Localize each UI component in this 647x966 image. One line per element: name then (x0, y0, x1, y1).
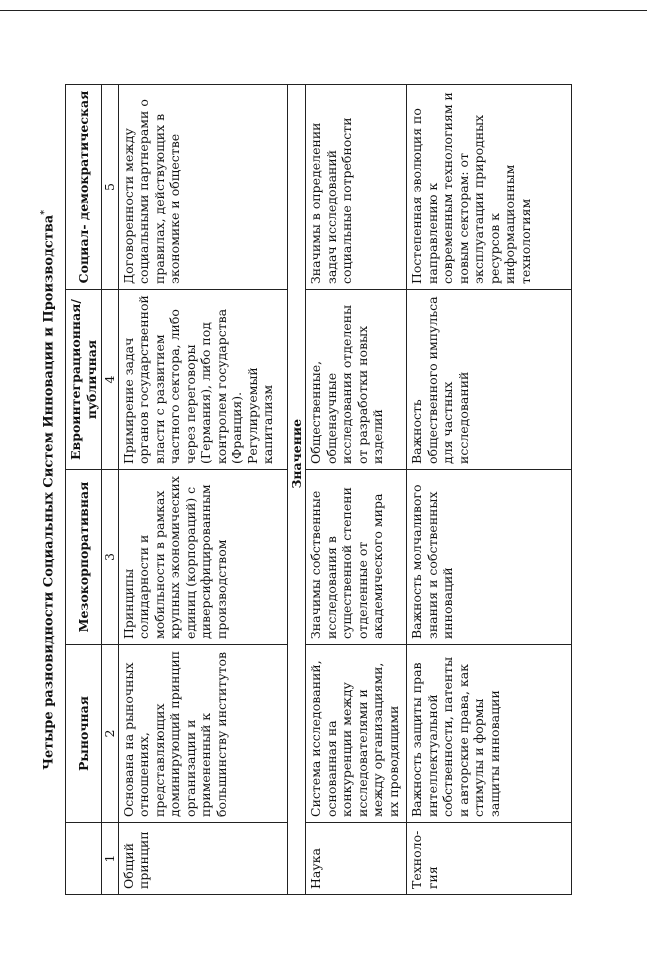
table-cell: Система исследований, основанная на конкуренции между исследователями и между организациями, их проводящими (306, 645, 407, 823)
column-number: 5 (102, 85, 119, 290)
header-eurointegration-public: Евроинтеграционная/ публичная (66, 290, 102, 470)
table-caption (35, 85, 59, 895)
table-cell: Важность общественного импульса для частных исследований (407, 290, 572, 470)
column-number: 1 (102, 823, 119, 895)
rotated-table-page (35, 85, 635, 895)
table-cell: Принципы солидарности и мобильности в рамках крупных экономических единиц (корпораций) с диверсифицированным производством (118, 470, 287, 645)
innovation-systems-table (65, 84, 572, 895)
table-row-technology (407, 85, 572, 895)
section-title: Значение (287, 85, 306, 823)
table-cell: Постепенная эволюция по направлению к современным технологиям и новым секторам: от эксплуатации природных ресурсов к информационным технологиям (407, 85, 572, 290)
header-mesocorporate: Мезокорпоративная (66, 470, 102, 645)
table-cell: Договоренности между социальными партнерами о правилах, действующих в экономике и обществе (118, 85, 287, 290)
table-cell: Основана на рыночных отношениях, представляющих доминирующий принцип организации и примененный к большинству институтов (118, 645, 287, 823)
caption-text: Четыре разновидности Социальных Систем Инновации и Производства (41, 214, 57, 770)
table-cell: Важность защиты прав интеллектуальной собственности, патенты и авторские права, как стимулы и формы защиты инновации (407, 645, 572, 823)
table-cell: Значимы в определении задач исследований социальные потребности (306, 85, 407, 290)
section-row (287, 85, 306, 895)
column-number: 4 (102, 290, 119, 470)
table-row-general-principle (118, 85, 287, 895)
column-number: 3 (102, 470, 119, 645)
header-market: Рыночная (66, 645, 102, 823)
row-label: Техноло- гия (407, 823, 572, 895)
table-cell: Общественные, общенаучные исследования отделены от разработки новых изделий (306, 290, 407, 470)
row-label: Наука (306, 823, 407, 895)
header-empty-cell (66, 823, 102, 895)
header-social-democratic: Социал- демократическая (66, 85, 102, 290)
section-row-spacer (287, 823, 306, 895)
header-row (66, 85, 102, 895)
table-row-science (306, 85, 407, 895)
table-cell: Примирение задач органов государственной власти с развитием частного сектора, либо через переговоры (Германия), либо под контролем государства (Франция). Регулируемый капитализм (118, 290, 287, 470)
top-rule (0, 10, 647, 11)
table-cell: Важность молчаливого знания и собственных инноваций (407, 470, 572, 645)
column-number-row (102, 85, 119, 895)
table-cell: Значимы собственные исследования в существенной степени отделенные от академического мира (306, 470, 407, 645)
row-label: Общий принцип (118, 823, 287, 895)
footnote-mark: * (40, 210, 50, 215)
column-number: 2 (102, 645, 119, 823)
